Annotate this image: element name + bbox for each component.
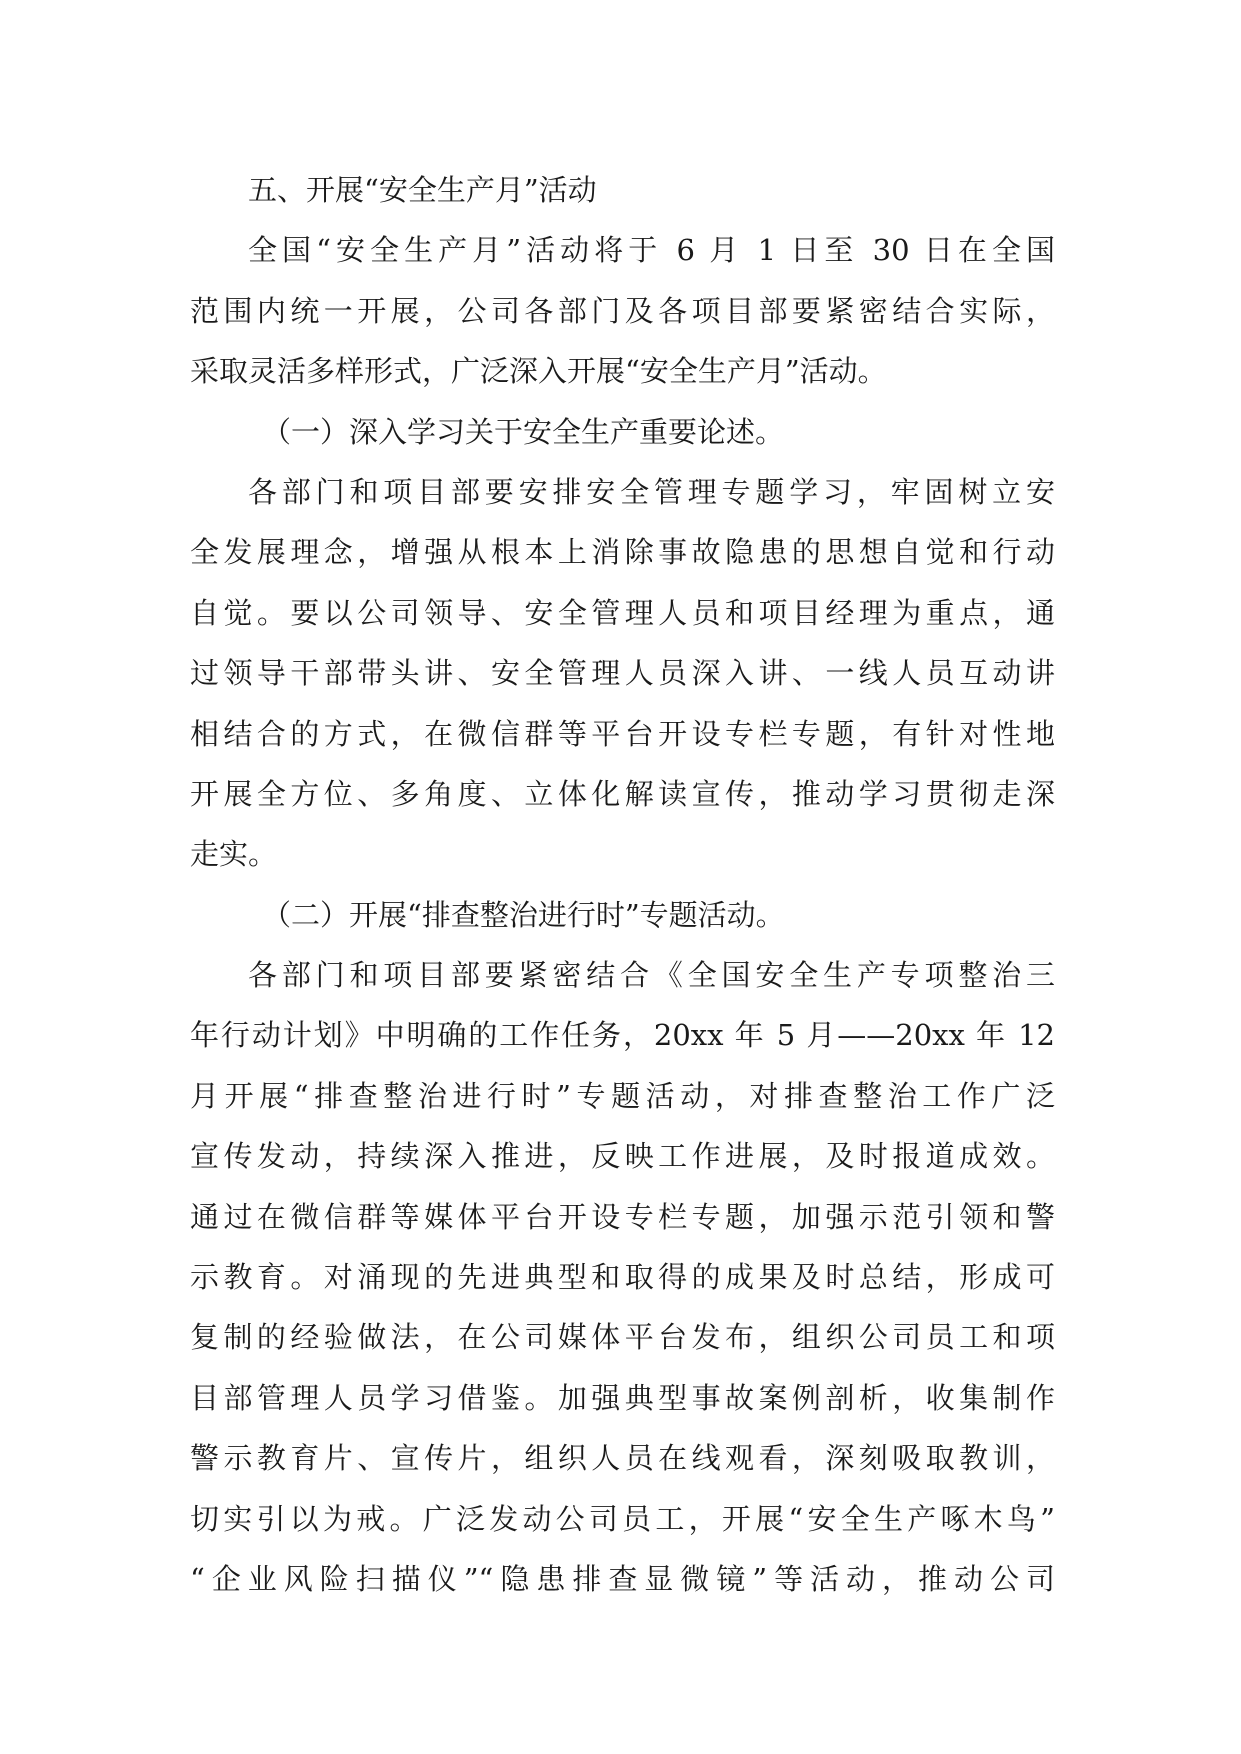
paragraph-line: 范围内统一开展，公司各部门及各项目部要紧密结合实际，: [190, 293, 1055, 328]
paragraph-line: 月开展“排查整治进行时”专题活动，对排查整治工作广泛: [190, 1078, 1055, 1113]
paragraph-line: 通过在微信群等媒体平台开设专栏专题，加强示范引领和警: [190, 1199, 1055, 1234]
paragraph-line: 相结合的方式，在微信群等平台开设专栏专题，有针对性地: [190, 716, 1055, 751]
paragraph-line: 示教育。对涌现的先进典型和取得的成果及时总结，形成可: [190, 1260, 1055, 1295]
paragraph-2: [190, 462, 1055, 885]
paragraph-line: 各部门和项目部要紧密结合《全国安全生产专项整治三: [248, 958, 1055, 993]
paragraph-line: 全国“安全生产月”活动将于 6 月 1 日至 30 日在全国: [248, 233, 1055, 268]
document-body: [190, 160, 1055, 1609]
paragraph-line: 宣传发动，持续深入推进，反映工作进展，及时报道成效。: [190, 1139, 1055, 1174]
paragraph-line: 自觉。要以公司领导、安全管理人员和项目经理为重点，通: [190, 595, 1055, 630]
paragraph-line: 警示教育片、宣传片，组织人员在线观看，深刻吸取教训，: [190, 1441, 1055, 1476]
paragraph-line: 过领导干部带头讲、安全管理人员深入讲、一线人员互动讲: [190, 656, 1055, 691]
paragraph-line: 开展全方位、多角度、立体化解读宣传，推动学习贯彻走深: [190, 776, 1055, 811]
paragraph-line: “企业风险扫描仪”“隐患排查显微镜”等活动，推动公司: [190, 1561, 1055, 1596]
subheading-1: （一）深入学习关于安全生产重要论述。: [262, 414, 785, 449]
paragraph-line: 目部管理人员学习借鉴。加强典型事故案例剖析，收集制作: [190, 1380, 1055, 1415]
paragraph-line: 全发展理念，增强从根本上消除事故隐患的思想自觉和行动: [190, 535, 1055, 570]
section-heading: 五、开展“安全生产月”活动: [248, 173, 597, 207]
paragraph-line: 切实引以为戒。广泛发动公司员工，开展“安全生产啄木鸟”: [190, 1501, 1055, 1536]
subheading-2: （二）开展“排查整治进行时”专题活动。: [262, 897, 785, 932]
paragraph-line: 采取灵活多样形式，广泛深入开展“安全生产月”活动。: [190, 354, 887, 389]
paragraph-line: 复制的经验做法，在公司媒体平台发布，组织公司员工和项: [190, 1320, 1055, 1355]
paragraph-line: 各部门和项目部要安排安全管理专题学习，牢固树立安: [248, 474, 1055, 509]
paragraph-3: [190, 945, 1055, 1609]
paragraph-line: 年行动计划》中明确的工作任务，20xx 年 5 月——20xx 年 12: [190, 1018, 1055, 1053]
paragraph-line: 走实。: [190, 837, 278, 872]
paragraph-1: [190, 220, 1055, 401]
